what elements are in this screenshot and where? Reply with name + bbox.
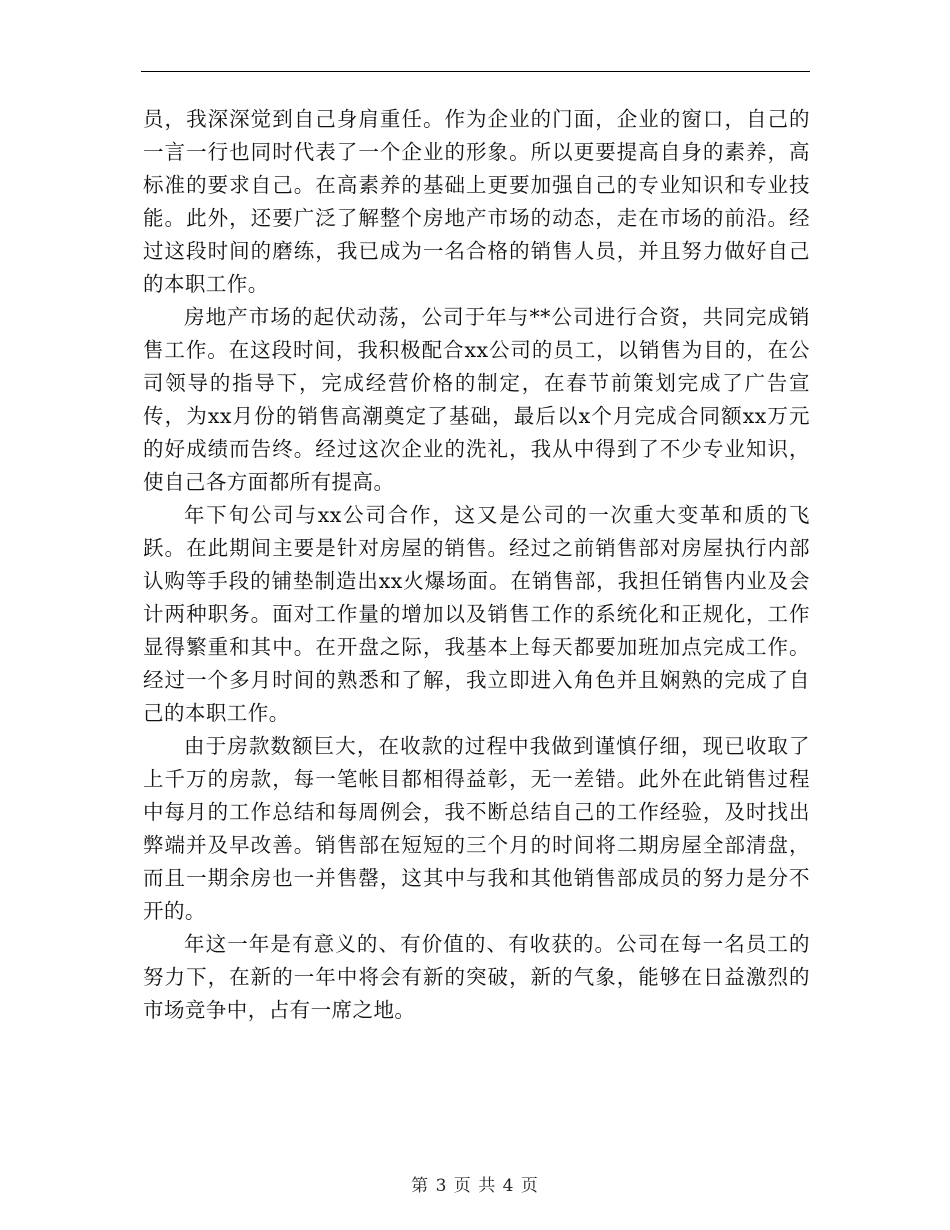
page-footer [0, 1171, 950, 1196]
header-rule [141, 71, 810, 72]
paragraph: 由于房款数额巨大，在收款的过程中我做到谨慎仔细，现已收取了上千万的房款，每一笔帐目都相得益彰，无一差错。此外在此销售过程中每月的工作总结和每周例会，我不断总结自己的工作经验，及时找出弊端并及早改善。销售部在短短的三个月的时间将二期房屋全部清盘，而且一期余房也一并售罄，这其中与我和其他销售部成员的努力是分不开的。 [143, 734, 810, 923]
document-body [143, 103, 810, 1027]
paragraph: 房地产市场的起伏动荡，公司于年与**公司进行合资，共同完成销售工作。在这段时间，我积极配合xx公司的员工，以销售为目的，在公司领导的指导下，完成经营价格的制定，在春节前策划完成了广告宣传，为xx月份的销售高潮奠定了基础，最后以x个月完成合同额xx万元的好成绩而告终。经过这次企业的洗礼，我从中得到了不少专业知识，使自己各方面都所有提高。 [143, 305, 810, 494]
page-number: 第 3 页 共 4 页 [411, 1176, 539, 1196]
paragraph: 年这一年是有意义的、有价值的、有收获的。公司在每一名员工的努力下，在新的一年中将会有新的突破，新的气象，能够在日益激烈的市场竞争中，占有一席之地。 [143, 932, 810, 1022]
paragraph-continued: 员，我深深觉到自己身肩重任。作为企业的门面，企业的窗口，自己的一言一行也同时代表了一个企业的形象。所以更要提高自身的素养，高标准的要求自己。在高素养的基础上更要加强自己的专业知识和专业技能。此外，还要广泛了解整个房地产市场的动态，走在市场的前沿。经过这段时间的磨练，我已成为一名合格的销售人员，并且努力做好自己的本职工作。 [143, 107, 810, 296]
paragraph: 年下旬公司与xx公司合作，这又是公司的一次重大变革和质的飞跃。在此期间主要是针对房屋的销售。经过之前销售部对房屋执行内部认购等手段的铺垫制造出xx火爆场面。在销售部，我担任销售内业及会计两种职务。面对工作量的增加以及销售工作的系统化和正规化，工作显得繁重和其中。在开盘之际，我基本上每天都要加班加点完成工作。经过一个多月时间的熟悉和了解，我立即进入角色并且娴熟的完成了自己的本职工作。 [143, 503, 810, 725]
